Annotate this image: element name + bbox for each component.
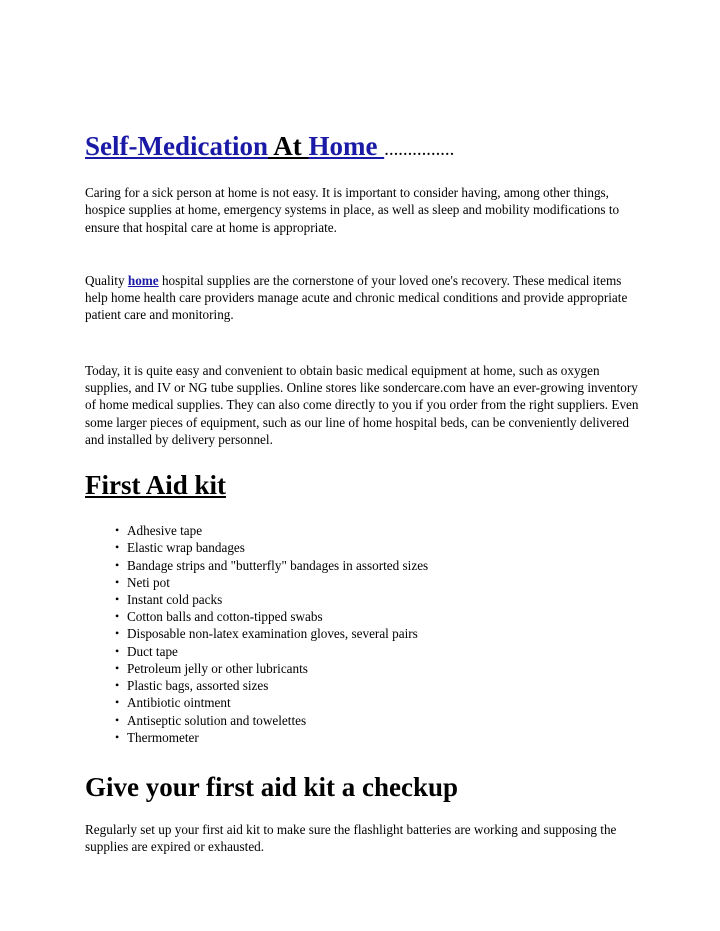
page-title xyxy=(85,128,640,170)
bullet-icon: • xyxy=(115,540,120,555)
list-item xyxy=(115,643,640,660)
list-item-text: Thermometer xyxy=(127,729,199,745)
list-item xyxy=(115,574,640,591)
list-item-text: Cotton balls and cotton-tipped swabs xyxy=(127,609,323,625)
quality-paragraph-end: hospital supplies are the cornerstone of your loved one's recovery. These medical items help home health care providers manage acute and chronic medical conditions and provide appropriate patient care and monitoring. xyxy=(85,272,628,323)
bullet-icon: • xyxy=(115,695,120,710)
bullet-icon: • xyxy=(115,609,120,624)
list-item xyxy=(115,625,640,642)
bullet-icon: • xyxy=(115,729,120,744)
list-item-text: Bandage strips and "butterfly" bandages in assorted sizes xyxy=(127,557,429,573)
quality-paragraph xyxy=(85,272,640,324)
title-link-self-medication[interactable]: Self-Medication xyxy=(85,131,268,161)
list-item-text: Duct tape xyxy=(127,643,178,659)
bullet-icon: • xyxy=(115,592,120,607)
list-item xyxy=(115,557,640,574)
bullet-icon: • xyxy=(115,523,120,538)
list-item-text: Plastic bags, assorted sizes xyxy=(127,678,269,694)
quality-paragraph-start: Quality xyxy=(85,272,128,288)
list-item-text: Disposable non-latex examination gloves, several pairs xyxy=(127,626,418,642)
bullet-icon: • xyxy=(115,557,120,572)
bullet-icon: • xyxy=(115,678,120,693)
first-aid-kit-list xyxy=(85,522,640,746)
list-item-text: Elastic wrap bandages xyxy=(127,540,245,556)
list-item xyxy=(115,729,640,746)
list-item xyxy=(115,522,640,539)
list-item xyxy=(115,660,640,677)
bullet-icon: • xyxy=(115,643,120,658)
list-item xyxy=(115,694,640,711)
list-item-text: Antiseptic solution and towelettes xyxy=(127,712,307,728)
list-item xyxy=(115,539,640,556)
list-item-text: Adhesive tape xyxy=(127,523,203,539)
list-item xyxy=(115,608,640,625)
list-item-text: Petroleum jelly or other lubricants xyxy=(127,660,308,676)
intro-paragraph: Caring for a sick person at home is not easy. It is important to consider having, among other things, hospice supplies at home, emergency systems in place, as well as sleep and mobility modifications to ensure that hospital care at home is appropriate. xyxy=(85,185,620,235)
title-link-home[interactable]: Home xyxy=(308,131,385,161)
list-item xyxy=(115,677,640,694)
list-item xyxy=(115,712,640,729)
home-link[interactable]: home xyxy=(127,272,159,288)
list-item-text: Instant cold packs xyxy=(127,592,223,608)
first-aid-kit-heading: First Aid kit xyxy=(85,470,227,501)
checkup-paragraph: Regularly set up your first aid kit to make sure the flashlight batteries are working and supposing the supplies are expired or exhausted. xyxy=(85,821,617,855)
list-item-text: Antibiotic ointment xyxy=(127,695,231,711)
title-text-at: At xyxy=(267,131,309,161)
title-dots: …………… xyxy=(384,144,455,159)
bullet-icon: • xyxy=(115,660,120,675)
checkup-heading: Give your first aid kit a checkup xyxy=(85,771,459,802)
bullet-icon: • xyxy=(115,574,120,589)
bullet-icon: • xyxy=(115,626,120,641)
document-content xyxy=(85,128,640,856)
supplies-paragraph: Today, it is quite easy and convenient to obtain basic medical equipment at home, such as oxygen supplies, and IV or NG tube supplies. Online stores like sondercare.com have an ever-growing inventory of home medical supplies. They can also come directly to you if you order from the right suppliers. Even some larger pieces of equipment, such as our line of home hospital beds, can be conveniently delivered and installed by delivery personnel. xyxy=(85,362,639,447)
list-item-text: Neti pot xyxy=(127,574,170,590)
list-item xyxy=(115,591,640,608)
bullet-icon: • xyxy=(115,712,120,727)
